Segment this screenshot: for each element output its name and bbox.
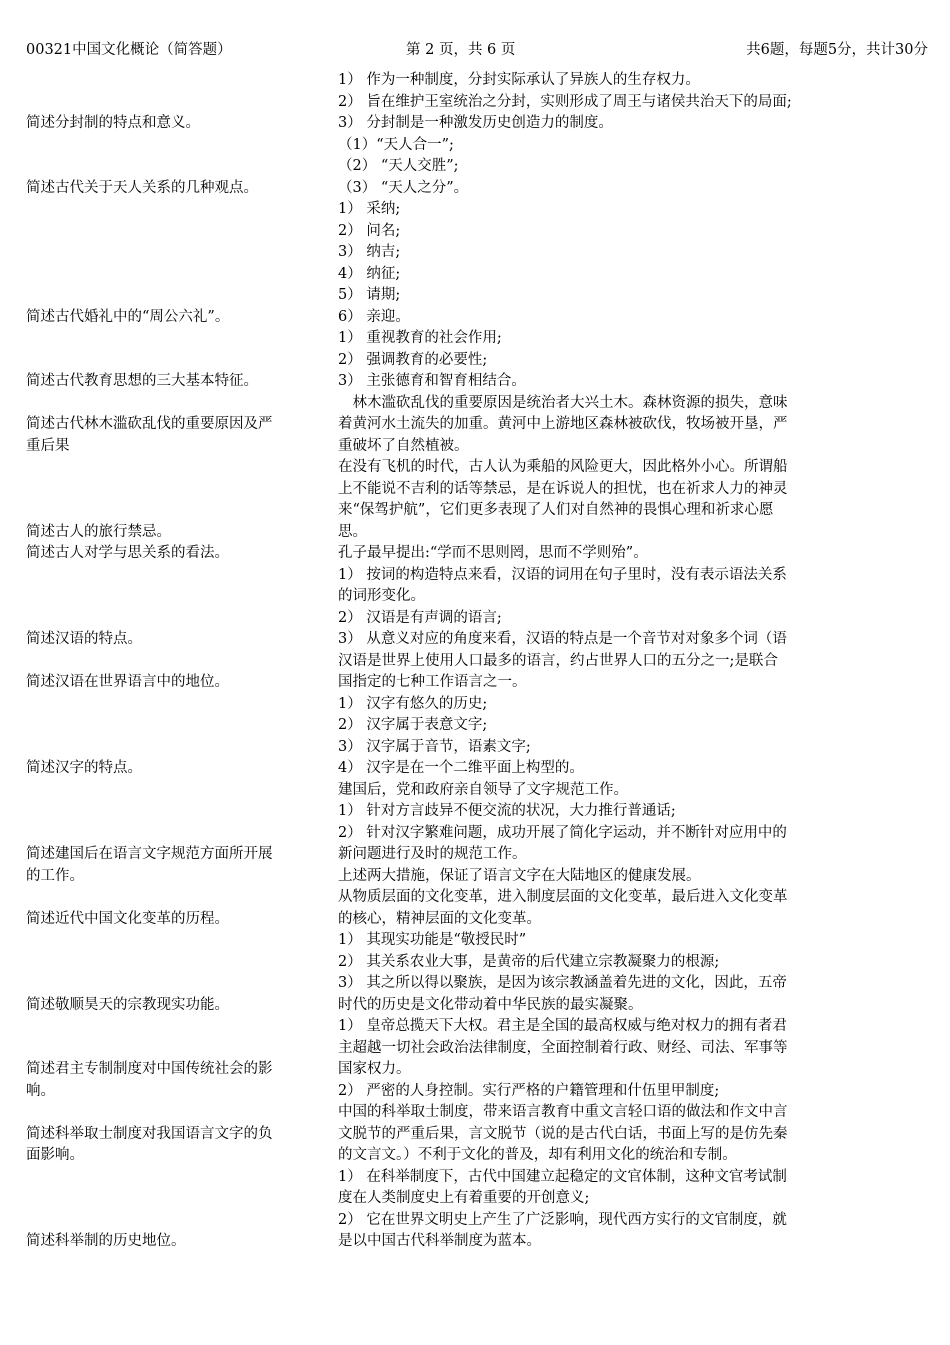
question [26, 758, 338, 780]
answer [338, 694, 892, 780]
qa-row [26, 457, 892, 543]
answer-line: 时代的历史是文化带动着中华民族的最实凝聚。 [338, 996, 643, 1013]
question [26, 307, 338, 329]
answer-line: 3） 从意义对应的角度来看，汉语的特点是一个音节对对象多个词（语 [338, 631, 787, 647]
answer-line: 的核心，精神层面的文化变革。 [338, 910, 541, 927]
answer-line: 2） 强调教育的必要性; [338, 351, 488, 368]
question [26, 522, 338, 544]
qa-row [26, 199, 892, 328]
question [26, 543, 338, 565]
answer-line: 1） 其现实功能是“敬授民时” [338, 932, 527, 948]
question-line: 简述分封制的特点和意义。 [26, 115, 200, 131]
answer-line: 国指定的七种工作语言之一。 [338, 674, 527, 690]
page-header [26, 38, 928, 62]
answer-line: 建国后，党和政府亲自领导了文字规范工作。 [338, 781, 628, 798]
qa-row [26, 1016, 892, 1102]
answer [338, 393, 892, 458]
question-line: 重后果 [26, 437, 70, 454]
answer-line: 孔子最早提出:“学而不思则罔，思而不学则殆”。 [338, 545, 648, 561]
answer-line: 度在人类制度史上有着重要的开创意义; [338, 1190, 590, 1206]
answer-line: 1） 作为一种制度，分封实际承认了异族人的生存权力。 [338, 72, 700, 88]
question [26, 371, 338, 393]
question [26, 672, 338, 694]
question-line: 简述科举制的历史地位。 [26, 1233, 186, 1249]
answer-line: 上述两大措施，保证了语言文字在大陆地区的健康发展。 [338, 867, 701, 884]
question-line: 简述古人对学与思关系的看法。 [26, 545, 229, 561]
question-line: 简述古代教育思想的三大基本特征。 [26, 373, 258, 389]
question-line: 简述汉字的特点。 [26, 760, 142, 776]
answer-line: 2） 旨在维护王室统治之分封，实则形成了周王与诸侯共治天下的局面; [338, 93, 792, 110]
answer [338, 543, 892, 565]
answer-line: 思。 [338, 523, 367, 540]
answer-line: 从物质层面的文化变革，进入制度层面的文化变革，最后进入文化变革 [338, 889, 788, 905]
qa-row [26, 328, 892, 393]
answer [338, 565, 892, 651]
answer-line: 1） 汉字有悠久的历史; [338, 695, 488, 712]
answer-line: 3） 汉字属于音节，语素文字; [338, 738, 531, 755]
page-number: 第 2 页，共 6 页 [406, 42, 516, 58]
answer-line: 6） 亲迎。 [338, 308, 410, 325]
answer-line: 2） 汉语是有声调的语言; [338, 609, 502, 626]
answer-line: （3） “天人之分”。 [338, 179, 469, 196]
answer-line: 汉语是世界上使用人口最多的语言，约占世界人口的五分之一;是联合 [338, 652, 778, 669]
qa-row [26, 70, 892, 135]
answer-line: 中国的科举取士制度，带来语言教育中重文言轻口语的做法和作文中言 [338, 1104, 788, 1120]
qa-row [26, 393, 892, 458]
question-line: 简述古代婚礼中的“周公六礼”。 [26, 308, 230, 325]
answer [338, 199, 892, 328]
answer-line: 3） 其之所以得以聚族，是因为该宗教涵盖着先进的文化，因此，五帝 [338, 975, 787, 991]
answer-line: 1） 采纳; [338, 201, 401, 217]
answer-line: 2） 针对汉字繁难问题，成功开展了简化字运动，并不断针对应用中的 [338, 824, 787, 841]
question-line: 简述君主专制制度对中国传统社会的影 [26, 1061, 273, 1077]
answer-line: 1） 按词的构造特点来看，汉语的词用在句子里时，没有表示语法关系 [338, 566, 787, 583]
score-summary: 共6题，每题5分，共计30分 [746, 42, 928, 58]
question-line: 简述建国后在语言文字规范方面所开展 [26, 846, 273, 862]
question [26, 1124, 338, 1167]
answer-line: 文脱节的严重后果，言文脱节（说的是古代白话，书面上写的是仿先秦 [338, 1125, 788, 1142]
answer-line: 是以中国古代科举制度为蓝本。 [338, 1233, 541, 1249]
question-line: 简述古代关于天人关系的几种观点。 [26, 179, 258, 196]
answer [338, 1102, 892, 1167]
answer-line: 重破坏了自然植被。 [338, 437, 469, 454]
question [26, 995, 338, 1017]
qa-row [26, 135, 892, 200]
answer-line: 4） 纳征; [338, 265, 401, 282]
answer [338, 328, 892, 393]
answer [338, 887, 892, 930]
answer [338, 651, 892, 694]
qa-list [26, 70, 892, 1253]
answer-line: （2） “天人交胜”; [338, 158, 459, 174]
question [26, 1059, 338, 1102]
answer-line: 1） 在科举制度下，古代中国建立起稳定的文官体制，这种文官考试制 [338, 1168, 787, 1185]
question [26, 909, 338, 931]
question-line: 响。 [26, 1082, 55, 1099]
question [26, 414, 338, 457]
question [26, 178, 338, 200]
qa-row [26, 1102, 892, 1167]
question [26, 844, 338, 887]
qa-row [26, 565, 892, 651]
answer-line: 在没有飞机的时代，古人认为乘船的风险更大，因此格外小心。所谓船 [338, 459, 788, 475]
question-line: 的工作。 [26, 867, 84, 884]
answer-line: 3） 分封制是一种激发历史创造力的制度。 [338, 115, 613, 131]
qa-row [26, 543, 892, 565]
question [26, 113, 338, 135]
answer [338, 780, 892, 888]
answer-line: 1） 重视教育的社会作用; [338, 330, 502, 346]
answer-line: 2） 它在世界文明史上产生了广泛影响，现代西方实行的文官制度，就 [338, 1211, 787, 1228]
answer-line: 着黄河水土流失的加重。黄河中上游地区森林被砍伐，牧场被开垦，严 [338, 416, 788, 432]
answer-line: 1） 皇帝总揽天下大权。君主是全国的最高权威与绝对权力的拥有者君 [338, 1018, 787, 1034]
answer [338, 1016, 892, 1102]
qa-row [26, 780, 892, 888]
answer-line: 2） 汉字属于表意文字; [338, 717, 488, 733]
answer-line: 的文言文。）不利于文化的普及，却有利用文化的统治和专制。 [338, 1147, 737, 1163]
course-title: 00321中国文化概论（简答题） [26, 42, 232, 58]
question-line: 面影响。 [26, 1147, 84, 1163]
answer-line: 国家权力。 [338, 1061, 411, 1077]
qa-row [26, 694, 892, 780]
question-line: 简述科举取士制度对我国语言文字的负 [26, 1125, 273, 1142]
answer [338, 1167, 892, 1253]
qa-row [26, 651, 892, 694]
question [26, 629, 338, 651]
answer-line: 5） 请期; [338, 287, 401, 303]
question-line: 简述汉语的特点。 [26, 631, 142, 647]
answer [338, 457, 892, 543]
answer-line: 来“保驾护航”，它们更多表现了人们对自然神的畏惧心理和祈求心愿 [338, 502, 774, 518]
question-line: 简述古人的旅行禁忌。 [26, 523, 171, 540]
question-line: 简述汉语在世界语言中的地位。 [26, 674, 229, 690]
qa-row [26, 930, 892, 1016]
qa-row [26, 887, 892, 930]
answer-line: 2） 问名; [338, 222, 401, 239]
answer-line: 主超越一切社会政治法律制度，全面控制着行政、财经、司法、军事等 [338, 1039, 788, 1056]
question-line: 简述古代林木滥砍乱伐的重要原因及严 [26, 416, 273, 432]
answer-line: 2） 其关系农业大事，是黄帝的后代建立宗教凝聚力的根源; [338, 953, 720, 970]
answer [338, 70, 892, 135]
answer [338, 930, 892, 1016]
answer-line: 林木滥砍乱伐的重要原因是统治者大兴土木。森林资源的损失，意味 [338, 394, 788, 411]
qa-row [26, 1167, 892, 1253]
question-line: 简述近代中国文化变革的历程。 [26, 910, 229, 927]
answer-line: 3） 纳吉; [338, 244, 401, 260]
answer-line: 4） 汉字是在一个二维平面上构型的。 [338, 760, 584, 776]
answer-line: 上不能说不吉利的话等禁忌，是在诉说人的担忧，也在祈求人力的神灵 [338, 480, 788, 497]
answer-line: 1） 针对方言歧异不便交流的状况，大力推行普通话; [338, 803, 676, 819]
answer [338, 135, 892, 200]
question-line: 简述敬顺昊天的宗教现实功能。 [26, 996, 229, 1013]
question [26, 1231, 338, 1253]
answer-line: 2） 严密的人身控制。实行严格的户籍管理和什伍里甲制度; [338, 1082, 720, 1099]
answer-line: 的词形变化。 [338, 588, 425, 604]
answer-line: （1）“天人合一”; [338, 136, 454, 153]
answer-line: 3） 主张德育和智育相结合。 [338, 373, 526, 389]
answer-line: 新问题进行及时的规范工作。 [338, 846, 527, 862]
